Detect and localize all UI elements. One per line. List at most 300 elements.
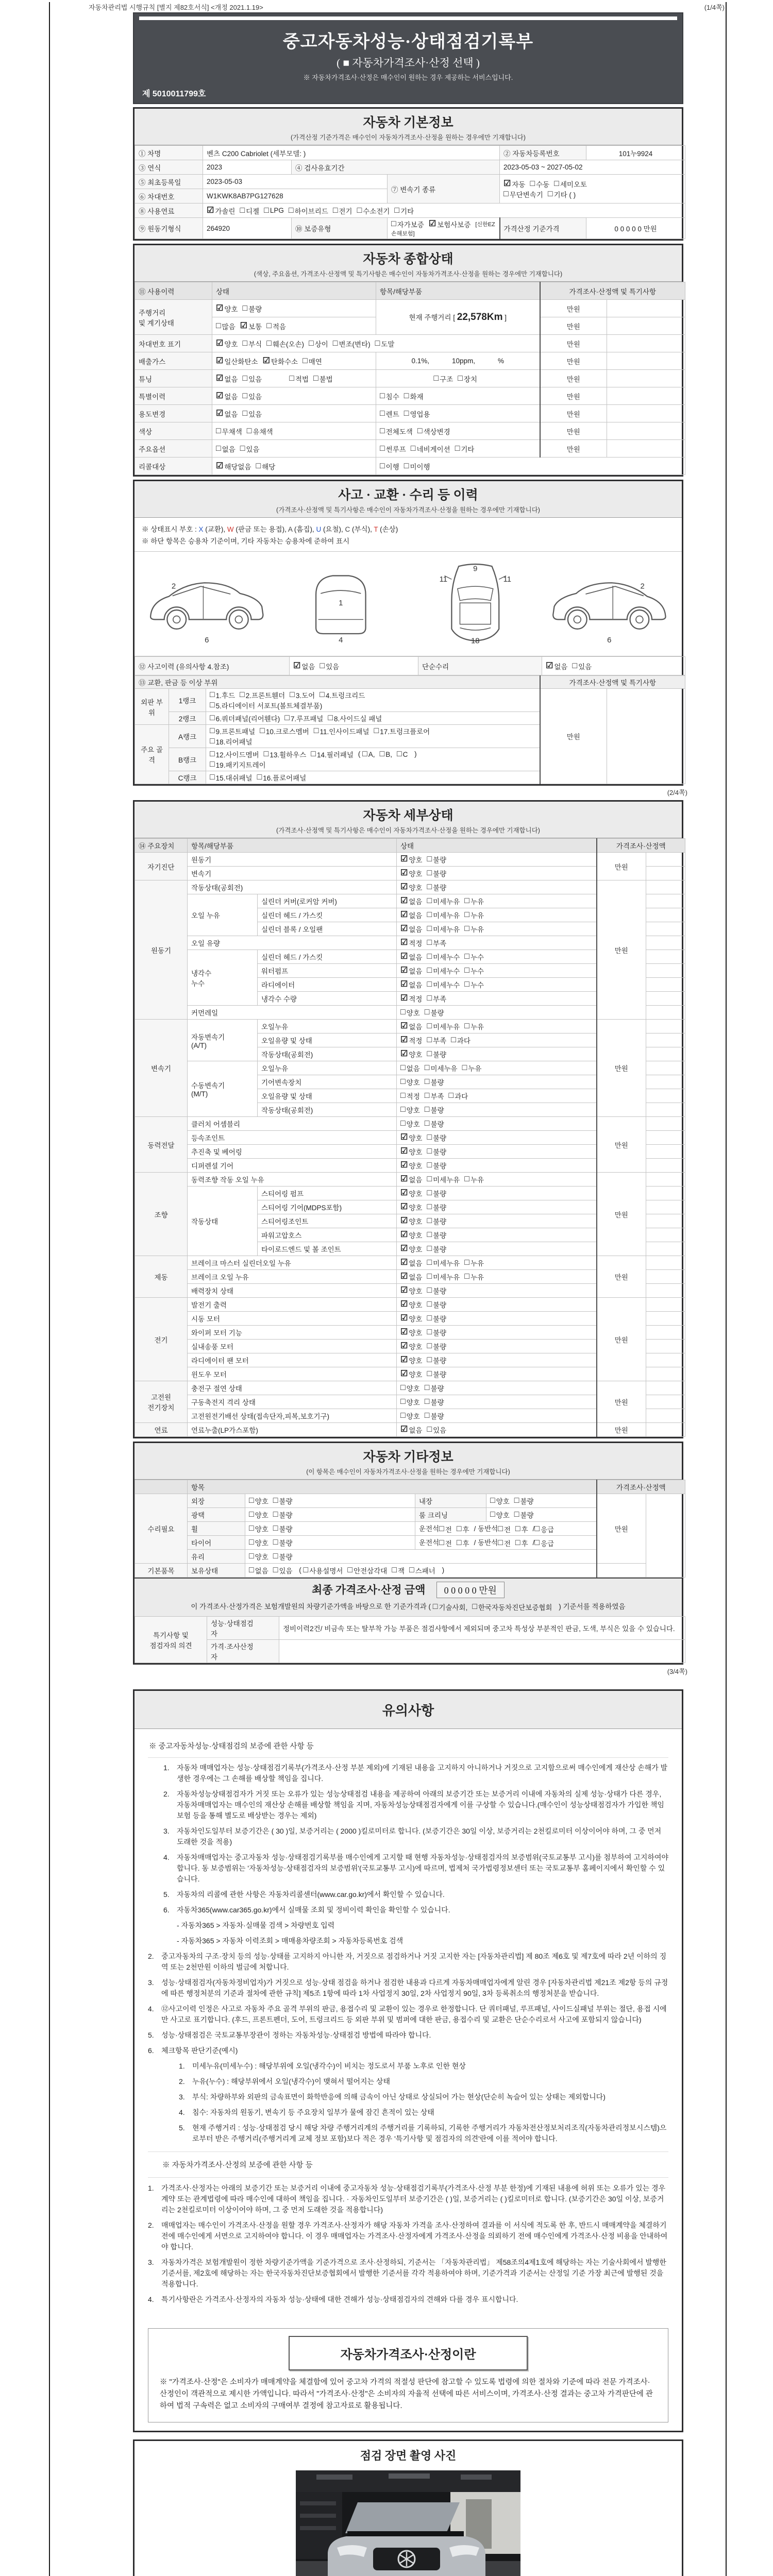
- text-part: U: [316, 526, 322, 533]
- checkbox-불량[interactable]: [425, 1105, 444, 1115]
- checkbox-없음[interactable]: [400, 896, 422, 906]
- checkbox-LPG[interactable]: [264, 207, 284, 215]
- checkbox-이행[interactable]: [380, 461, 399, 471]
- checkbox-적정[interactable]: [400, 993, 422, 1004]
- checkbox-적음[interactable]: [266, 321, 286, 331]
- checkbox-수소전기[interactable]: [357, 206, 390, 216]
- checkbox-썬루프[interactable]: [380, 444, 406, 454]
- checkbox-양호[interactable]: [400, 1244, 422, 1254]
- checkbox-불량[interactable]: [427, 854, 446, 865]
- cell: 만원: [597, 1494, 646, 1564]
- checkbox-양호[interactable]: [400, 1369, 422, 1379]
- basic-info-sub: (가격산정 기준가격은 매수인이 자동차가격조사·산정을 원하는 경우에만 기재합니다): [291, 134, 526, 141]
- checkbox-후[interactable]: [515, 1524, 528, 1534]
- checkbox-누유[interactable]: [464, 1174, 484, 1184]
- cell: ⑤ 최초등록일: [135, 175, 203, 189]
- checkbox-불량[interactable]: [427, 1216, 446, 1226]
- checkbox-양호[interactable]: [400, 1355, 422, 1365]
- unchecked-box-icon: □: [490, 1510, 495, 1519]
- checkbox-기타[interactable]: [394, 206, 414, 216]
- checkbox-누유[interactable]: [462, 1063, 482, 1073]
- cell: 0 0 0 0 0 만원: [586, 218, 685, 239]
- checkbox-미세누유[interactable]: [427, 896, 460, 906]
- checkbox-1.후드[interactable]: [210, 690, 235, 700]
- checkbox-미세누유[interactable]: [427, 1272, 460, 1282]
- checkbox-전[interactable]: [498, 1524, 511, 1534]
- checkbox-label: 불량: [520, 1498, 534, 1505]
- notice-text: - 자동차365 > 자동차·실매물 검색 > 차량번호 입력: [177, 1921, 335, 1929]
- checkbox-영업용[interactable]: [404, 409, 430, 419]
- checkbox-일산화탄소[interactable]: [216, 356, 258, 366]
- checkbox-양호[interactable]: [400, 1230, 422, 1240]
- checkbox-무단변속기[interactable]: [503, 189, 543, 199]
- checkbox-누유[interactable]: [464, 1021, 484, 1031]
- checkbox-불량[interactable]: [425, 1397, 444, 1407]
- checkbox-불량[interactable]: [427, 1244, 446, 1254]
- checkbox-미세누유[interactable]: [425, 1063, 458, 1073]
- unchecked-box-icon: □: [427, 1230, 432, 1239]
- checkbox-불량[interactable]: [242, 303, 262, 314]
- checkbox-불량[interactable]: [514, 1496, 534, 1506]
- checkbox-양호[interactable]: [249, 1496, 268, 1506]
- checkbox-부식[interactable]: [242, 338, 262, 349]
- checkbox-양호[interactable]: [400, 1146, 422, 1157]
- checkbox-불량[interactable]: [427, 1160, 446, 1171]
- checkbox-적정[interactable]: [400, 1035, 422, 1045]
- checkbox-후[interactable]: [515, 1538, 528, 1548]
- checkbox-11.인사이드패널[interactable]: [314, 726, 369, 736]
- checkbox-없음[interactable]: [400, 952, 422, 962]
- checkbox-16.플로어패널[interactable]: [257, 772, 307, 783]
- cell: 실린더 헤드 / 가스킷: [258, 908, 397, 922]
- checkbox-없음[interactable]: [400, 965, 422, 976]
- checkbox-가솔린[interactable]: [207, 206, 235, 216]
- checkbox-후[interactable]: [457, 1524, 469, 1534]
- checkbox-누유[interactable]: [464, 1272, 484, 1282]
- checkbox-불량[interactable]: [425, 1007, 444, 1018]
- checkbox-양호[interactable]: [400, 1202, 422, 1212]
- checkbox-있음[interactable]: [572, 661, 592, 671]
- checkbox-불량[interactable]: [427, 1355, 446, 1365]
- checkbox-불량[interactable]: [427, 1285, 446, 1296]
- checkbox-누유[interactable]: [464, 924, 484, 934]
- checkbox-불량[interactable]: [273, 1496, 293, 1506]
- checkbox-디젤[interactable]: [240, 206, 259, 216]
- checkbox-불량[interactable]: [425, 1118, 444, 1129]
- notice-number: 5.: [148, 2031, 154, 2039]
- checkbox-사용설명서[interactable]: [304, 1565, 343, 1575]
- checkbox-양호[interactable]: [216, 303, 238, 314]
- checkbox-과다[interactable]: [449, 1091, 468, 1101]
- checkbox-있음[interactable]: [242, 409, 262, 419]
- checkbox-미세누수[interactable]: [427, 952, 460, 962]
- options-cell: [397, 1395, 597, 1409]
- checkbox-양호[interactable]: [400, 1327, 422, 1337]
- checkbox-19.패키지트레이[interactable]: [210, 759, 266, 770]
- cell: 만원: [597, 1117, 646, 1173]
- checkbox-없음[interactable]: [400, 1021, 422, 1031]
- checkbox-기타 ( )[interactable]: [548, 189, 576, 199]
- checkbox-있음[interactable]: [242, 391, 262, 401]
- empty-cell: [607, 317, 685, 335]
- checkbox-자동[interactable]: [503, 179, 525, 189]
- options-cell: [397, 1200, 597, 1214]
- checkbox-양호[interactable]: [400, 1188, 422, 1198]
- empty-cell: [646, 1423, 685, 1437]
- checkbox-불량[interactable]: [273, 1551, 293, 1562]
- checkbox-있음[interactable]: [427, 1425, 446, 1435]
- checkbox-label: 후: [462, 1526, 469, 1534]
- cell: 고전원 전기장치: [135, 1381, 188, 1423]
- checkbox-없음[interactable]: [400, 1272, 422, 1282]
- unchecked-box-icon: □: [404, 461, 409, 470]
- checkbox-불량[interactable]: [427, 882, 446, 892]
- checkbox-없음[interactable]: [216, 374, 238, 384]
- checkbox-18.리어패널[interactable]: [210, 736, 253, 747]
- notices-header: [135, 1691, 682, 1729]
- text-part: W: [227, 526, 234, 533]
- checkbox-label: 양호: [496, 1512, 510, 1519]
- checkbox-불량[interactable]: [425, 1383, 444, 1393]
- checkbox-색상변경[interactable]: [417, 426, 450, 436]
- checkbox-label: 누유: [470, 912, 484, 920]
- options-cell: [212, 457, 376, 475]
- checkbox-불량[interactable]: [273, 1537, 293, 1548]
- panel-number-label: 11: [503, 574, 511, 584]
- checkbox-없음[interactable]: [400, 1174, 422, 1184]
- checkbox-전[interactable]: [439, 1538, 452, 1548]
- checkbox-네비게이션[interactable]: [411, 444, 450, 454]
- cell: 만원: [540, 370, 607, 387]
- checkbox-양호[interactable]: [490, 1510, 510, 1520]
- checkbox-label: 불량: [279, 1498, 293, 1505]
- checkbox-불량[interactable]: [427, 1369, 446, 1379]
- checkbox-양호[interactable]: [400, 1341, 422, 1351]
- checkbox-많음[interactable]: [216, 321, 236, 331]
- checkbox-불량[interactable]: [425, 1411, 444, 1421]
- checkbox-보험사보증[interactable]: [429, 219, 471, 229]
- checkbox-보통[interactable]: [240, 321, 262, 331]
- checkbox-양호[interactable]: [400, 868, 422, 878]
- checkbox-양호[interactable]: [400, 1383, 420, 1393]
- checkbox-불량[interactable]: [427, 1202, 446, 1212]
- notice-number: 1.: [148, 2184, 154, 2192]
- checked-box-icon: ☑: [240, 321, 248, 330]
- checkbox-누수[interactable]: [464, 979, 484, 990]
- panel-number-label: 6: [607, 636, 612, 645]
- notice-item: [163, 1905, 668, 1916]
- checkbox-불량[interactable]: [427, 868, 446, 878]
- checkbox-8.사이드실 패널[interactable]: [328, 713, 382, 723]
- checkbox-13.휠하우스[interactable]: [264, 749, 307, 759]
- checkbox-양호[interactable]: [400, 1160, 422, 1171]
- checkbox-있음[interactable]: [320, 661, 339, 671]
- checkbox-과다[interactable]: [451, 1035, 470, 1045]
- checkbox-양호[interactable]: [400, 1397, 420, 1407]
- unchecked-box-icon: □: [464, 896, 469, 905]
- checkbox-변조(변타)[interactable]: [333, 338, 371, 349]
- options-cell: [397, 1061, 597, 1075]
- checkbox-하이브리드[interactable]: [289, 206, 328, 216]
- checkbox-14.필러패널[interactable]: [311, 749, 354, 759]
- checkbox-A,[interactable]: [362, 750, 375, 758]
- checkbox-응급[interactable]: [534, 1524, 554, 1534]
- checkbox-응급[interactable]: [534, 1538, 554, 1548]
- checkbox-미세누유[interactable]: [427, 910, 460, 920]
- checkbox-부족[interactable]: [427, 938, 446, 948]
- checkbox-불량[interactable]: [514, 1510, 534, 1520]
- checkbox-미세누유[interactable]: [427, 1174, 460, 1184]
- section-notices: [133, 1689, 683, 2432]
- car-diagrams: [135, 552, 682, 656]
- checkbox-양호[interactable]: [400, 1077, 420, 1087]
- checkbox-없음[interactable]: [400, 979, 422, 990]
- checkbox-불량[interactable]: [427, 1188, 446, 1198]
- scan-border-right: [726, 2, 727, 2576]
- checkbox-부족[interactable]: [427, 993, 446, 1004]
- checkbox-미세누유[interactable]: [427, 1258, 460, 1268]
- checkbox-전체도색[interactable]: [380, 426, 413, 436]
- checkbox-양호[interactable]: [400, 1411, 420, 1421]
- checkbox-훼손(오손)[interactable]: [266, 338, 304, 349]
- checkbox-누유[interactable]: [464, 896, 484, 906]
- checkbox-없음[interactable]: [216, 444, 236, 454]
- checkbox-누유[interactable]: [464, 910, 484, 920]
- checkbox-양호[interactable]: [249, 1510, 268, 1520]
- checkbox-7.루프패널[interactable]: [284, 713, 323, 723]
- empty-cell: [279, 1640, 685, 1663]
- checkbox-적법[interactable]: [289, 374, 309, 384]
- checkbox-기타[interactable]: [455, 444, 475, 454]
- checkbox-불량[interactable]: [427, 1327, 446, 1337]
- checkbox-양호[interactable]: [400, 1007, 420, 1018]
- checkbox-자가보증[interactable]: [391, 219, 424, 229]
- unchecked-box-icon: □: [427, 1202, 432, 1211]
- checkbox-양호[interactable]: [400, 1313, 422, 1324]
- checkbox-화재[interactable]: [404, 391, 424, 401]
- checkbox-렌트[interactable]: [380, 409, 399, 419]
- checkbox-없음[interactable]: [546, 661, 567, 671]
- checkbox-있음[interactable]: [240, 444, 260, 454]
- checkbox-label: 색상변경: [423, 428, 450, 436]
- checkbox-양호[interactable]: [400, 1118, 420, 1129]
- text-part: (흠집),: [292, 526, 316, 533]
- checkbox-4.트렁크리드[interactable]: [320, 690, 365, 700]
- unchecked-box-icon: □: [424, 1105, 430, 1114]
- cell: 실내송풍 모터: [188, 1340, 397, 1353]
- checkbox-불량[interactable]: [427, 1146, 446, 1157]
- checkbox-label: 양호: [409, 1148, 423, 1156]
- notice-text: 성능·상태점검자(자동차정비업자)가 거짓으로 성능·상태 점검을 하거나 점검한 내용과 다르게 자동차매매업자에게 알린 경우 [자동차관리법 제21조 제2항 등의 규정에 따른 행정처분의 기준과 절차에 관한 규칙] 제5조 1항에 따라 1차 사업정지 30일, 2차 사업정지 90일, 3차 등록취소의 행정처분을 받습니다.: [161, 1978, 668, 1997]
- checkbox-누유[interactable]: [464, 1258, 484, 1268]
- checkbox-스패너[interactable]: [409, 1565, 435, 1575]
- options-cell: [212, 422, 376, 440]
- checkbox-12.사이드멤버[interactable]: [210, 749, 259, 759]
- unchecked-box-icon: □: [375, 338, 380, 348]
- checkbox-불량[interactable]: [273, 1510, 293, 1520]
- checkbox-10.크로스멤버[interactable]: [260, 726, 309, 736]
- options-cell: [397, 922, 597, 936]
- text-part: 운전석: [419, 1525, 440, 1533]
- checked-box-icon: ☑: [400, 952, 408, 961]
- accident-legend: [135, 518, 682, 552]
- checkbox-양호[interactable]: [400, 1285, 422, 1296]
- checkbox-label: 7.루프패널: [290, 715, 324, 723]
- checkbox-label: 없음: [224, 410, 238, 418]
- cell: 항목/해당부품: [376, 282, 540, 300]
- checkbox-미세누수[interactable]: [427, 965, 460, 976]
- cell: 가격·조사산정 자: [207, 1640, 279, 1663]
- checkbox-해당[interactable]: [256, 461, 276, 471]
- checkbox-적정[interactable]: [400, 1091, 420, 1101]
- inspector-opinion-table: [135, 1616, 682, 1663]
- checkbox-C[interactable]: [397, 750, 408, 758]
- checkbox-미이행[interactable]: [404, 461, 430, 471]
- checkbox-없음[interactable]: [400, 910, 422, 920]
- checkbox-미세누유[interactable]: [427, 924, 460, 934]
- checkbox-탄화수소[interactable]: [263, 356, 298, 366]
- unchecked-box-icon: □: [427, 1022, 432, 1030]
- checkbox-없음[interactable]: [216, 391, 238, 401]
- checkbox-양호[interactable]: [400, 1299, 422, 1310]
- checkbox-후[interactable]: [457, 1538, 469, 1548]
- checkbox-label: 렌트: [385, 410, 399, 418]
- checkbox-양호[interactable]: [400, 1132, 422, 1143]
- checkbox-label: 16.플로어패널: [263, 774, 307, 782]
- checkbox-양호[interactable]: [249, 1551, 268, 1562]
- checkbox-불량[interactable]: [427, 1132, 446, 1143]
- checkbox-없음[interactable]: [249, 1565, 268, 1575]
- checkbox-무채색[interactable]: [216, 426, 242, 436]
- final-price-band: [135, 1578, 682, 1616]
- checkbox-침수[interactable]: [380, 391, 399, 401]
- checkbox-label: 보험사보증: [437, 221, 471, 229]
- checkbox-불량[interactable]: [427, 1313, 446, 1324]
- checkbox-3.도어[interactable]: [290, 690, 315, 700]
- unchecked-box-icon: □: [273, 1552, 278, 1561]
- empty-cell: [646, 1117, 685, 1131]
- checkbox-미세누수[interactable]: [427, 979, 460, 990]
- checkbox-불량[interactable]: [273, 1523, 293, 1534]
- checkbox-누수[interactable]: [464, 965, 484, 976]
- checkbox-있음[interactable]: [242, 374, 262, 384]
- checkbox-적정[interactable]: [400, 938, 422, 948]
- checkbox-있음[interactable]: [273, 1565, 293, 1575]
- checkbox-기술사회,[interactable]: [433, 1602, 468, 1612]
- checkbox-잭[interactable]: [392, 1565, 405, 1575]
- checkbox-양호[interactable]: [490, 1496, 510, 1506]
- checkbox-해당없음[interactable]: [216, 461, 251, 471]
- checkbox-없음[interactable]: [400, 1063, 420, 1073]
- cell: 만원: [540, 387, 607, 405]
- checkbox-label: 양호: [409, 1343, 423, 1351]
- unchecked-box-icon: □: [515, 1538, 520, 1547]
- checkbox-유채색[interactable]: [247, 426, 273, 436]
- checkbox-장치[interactable]: [458, 374, 477, 384]
- checkbox-상이[interactable]: [309, 338, 328, 349]
- options-cell: [397, 1367, 597, 1381]
- checkbox-label: 불량: [433, 1134, 447, 1142]
- checkbox-2.프론트휀더[interactable]: [240, 690, 285, 700]
- checkbox-양호[interactable]: [400, 1216, 422, 1226]
- cell: 룸 크리닝: [415, 1508, 486, 1522]
- checkbox-양호[interactable]: [249, 1523, 268, 1534]
- checkbox-9.프론트패널[interactable]: [210, 726, 255, 736]
- checkbox-부족[interactable]: [427, 1035, 446, 1045]
- checkbox-불법[interactable]: [313, 374, 333, 384]
- checkbox-안전삼각대[interactable]: [347, 1565, 387, 1575]
- checkbox-label: 불량: [430, 1121, 444, 1128]
- checkbox-label: 자가보증: [397, 221, 424, 229]
- checkbox-없음[interactable]: [293, 661, 315, 671]
- checkbox-세미오토[interactable]: [554, 179, 587, 189]
- unchecked-box-icon: □: [427, 966, 432, 975]
- checkbox-양호[interactable]: [400, 854, 422, 865]
- checked-box-icon: ☑: [400, 883, 408, 891]
- checkbox-없음[interactable]: [400, 1258, 422, 1268]
- checkbox-매연[interactable]: [303, 356, 322, 366]
- unchecked-box-icon: □: [290, 690, 295, 699]
- checkbox-전[interactable]: [439, 1524, 452, 1534]
- checkbox-구조[interactable]: [433, 374, 453, 384]
- checkbox-양호[interactable]: [400, 1049, 422, 1059]
- checkbox-label: 후: [521, 1540, 528, 1548]
- checkbox-label: 있음: [279, 1567, 293, 1575]
- unchecked-box-icon: □: [530, 179, 535, 188]
- checkbox-없음[interactable]: [216, 409, 238, 419]
- checkbox-불량[interactable]: [425, 1077, 444, 1087]
- cell: 항목: [188, 1480, 597, 1494]
- checkbox-없음[interactable]: [400, 1425, 422, 1435]
- checkbox-도말[interactable]: [375, 338, 395, 349]
- checkbox-5.라디에이터 서포트(볼트체결부품)[interactable]: [210, 700, 322, 710]
- options-cell: [397, 1075, 597, 1089]
- checkbox-양호[interactable]: [400, 882, 422, 892]
- checkbox-양호[interactable]: [249, 1537, 268, 1548]
- checkbox-불량[interactable]: [427, 1341, 446, 1351]
- text-part: /: [532, 1539, 535, 1547]
- empty-cell: [646, 1006, 685, 1020]
- checkbox-양호[interactable]: [216, 338, 238, 349]
- checkbox-없음[interactable]: [400, 924, 422, 934]
- checkbox-부족[interactable]: [425, 1091, 444, 1101]
- checkbox-B,[interactable]: [380, 750, 392, 758]
- checkbox-수동[interactable]: [530, 179, 549, 189]
- checkbox-불량[interactable]: [427, 1049, 446, 1059]
- checkbox-전[interactable]: [498, 1538, 511, 1548]
- checkbox-누수[interactable]: [464, 952, 484, 962]
- cell: 실린더 헤드 / 가스킷: [258, 950, 397, 964]
- checkbox-17.트렁크플로어[interactable]: [374, 726, 430, 736]
- checkbox-label: 안전삼각대: [354, 1567, 388, 1575]
- checkbox-label: 8.사이드실 패널: [334, 715, 382, 723]
- unchecked-box-icon: □: [400, 1105, 406, 1114]
- checkbox-label: 응급: [541, 1540, 554, 1548]
- checkbox-6.쿼더패널(리어휀다)[interactable]: [210, 713, 280, 723]
- checkbox-한국자동차진단보증협회[interactable]: [472, 1602, 552, 1612]
- cell: 용도변경: [135, 405, 212, 422]
- checkbox-label: 불량: [433, 1051, 447, 1059]
- checkbox-불량[interactable]: [427, 1299, 446, 1310]
- checkbox-전기[interactable]: [333, 206, 352, 216]
- photos-title: 점검 장면 촬영 사진: [360, 2449, 457, 2462]
- notice-item: [148, 2045, 668, 2056]
- checkbox-15.대쉬패널[interactable]: [210, 772, 253, 783]
- checkbox-미세누유[interactable]: [427, 1021, 460, 1031]
- checkbox-불량[interactable]: [427, 1230, 446, 1240]
- empty-cell: [646, 1228, 685, 1242]
- checkbox-양호[interactable]: [400, 1105, 420, 1115]
